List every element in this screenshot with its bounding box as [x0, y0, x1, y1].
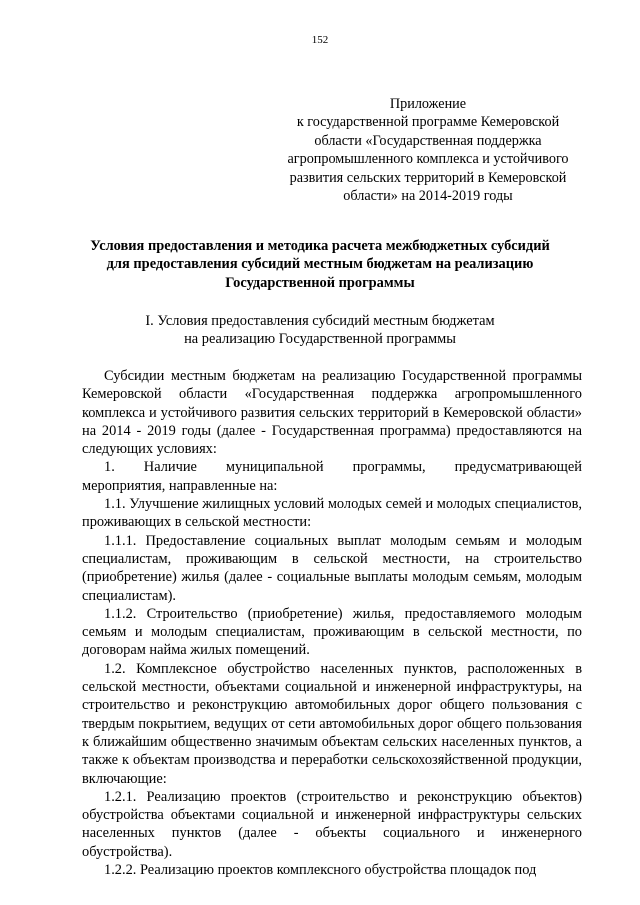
appendix-line: агропромышленного комплекса и устойчивого	[287, 151, 569, 168]
heading-line: Условия предоставления и методика расчета межбюджетных субсидий	[90, 238, 550, 254]
document-body	[82, 367, 582, 879]
item-word: 1.	[104, 459, 115, 476]
section-title	[40, 312, 600, 349]
section-title-line: I. Условия предоставления субсидий местным бюджетам	[145, 313, 495, 329]
page-number: 152	[311, 34, 329, 46]
item-word: программы,	[352, 459, 426, 476]
item-word: муниципальной	[225, 459, 324, 476]
appendix-line: Приложение	[389, 96, 467, 112]
item-word: предусматривающей	[454, 459, 582, 476]
appendix-note	[270, 95, 586, 205]
item-1-continuation: мероприятия, направленные на:	[82, 477, 278, 494]
paragraph-1-2-1: 1.2.1. Реализацию проектов (строительство и реконструкцию объектов) обустройства объектами социальной и инженерной инфраструктуры сельских населенных пунктов (далее - объекты социального и инженерного обустройства).	[82, 788, 582, 860]
paragraph-1-1: 1.1. Улучшение жилищных условий молодых семей и молодых специалистов, проживающих в сельской местности:	[82, 496, 582, 531]
paragraph-intro: Субсидии местным бюджетам на реализацию Государственной программы Кемеровской области «Государственная поддержка агропромышленного комплекса и устойчивого развития сельских территорий в Кемеровской области» на 2014 - 2019 годы (далее - Государственная программа) предоставляются на следующих условиях:	[82, 368, 582, 458]
paragraph-1-1-1: 1.1.1. Предоставление социальных выплат молодым семьям и молодым специалистам, проживающим в сельской местности, на строительство (приобретение) жилья (далее - социальные выплаты молодым семьям, молодым специалистам).	[82, 532, 582, 604]
paragraph-1-2-2: 1.2.2. Реализацию проектов комплексного обустройства площадок под	[104, 862, 537, 879]
section-title-line: на реализацию Государственной программы	[184, 331, 456, 348]
paragraph-1-2: 1.2. Комплексное обустройство населенных пунктов, расположенных в сельской местности, объектами социальной и инженерной инфраструктуры, на строительство и реконструкцию автомобильных дорог общего пользования с твердым покрытием, ведущих от сети автомобильных дорог общего пользования к ближайшим общественно значимым объектам сельских населенных пунктов, а также к объектам производства и переработки сельскохозяйственной продукции, включающие:	[82, 660, 582, 787]
heading-line: Государственной программы	[225, 274, 415, 291]
appendix-line: к государственной программе Кемеровской	[296, 114, 560, 131]
item-word: Наличие	[143, 459, 197, 476]
appendix-line: области» на 2014-2019 годы	[343, 188, 513, 205]
appendix-line: развития сельских территорий в Кемеровской	[289, 169, 567, 186]
item-1-first-line	[82, 458, 582, 476]
heading-line: для предоставления субсидий местным бюджетам на реализацию	[106, 256, 534, 273]
document-heading	[40, 237, 600, 292]
appendix-line: области «Государственная поддержка	[314, 132, 542, 149]
paragraph-1-1-2: 1.1.2. Строительство (приобретение) жилья, предоставляемого молодым семьям и молодым специалистам, проживающим в сельской местности, по договорам найма жилых помещений.	[82, 605, 582, 659]
